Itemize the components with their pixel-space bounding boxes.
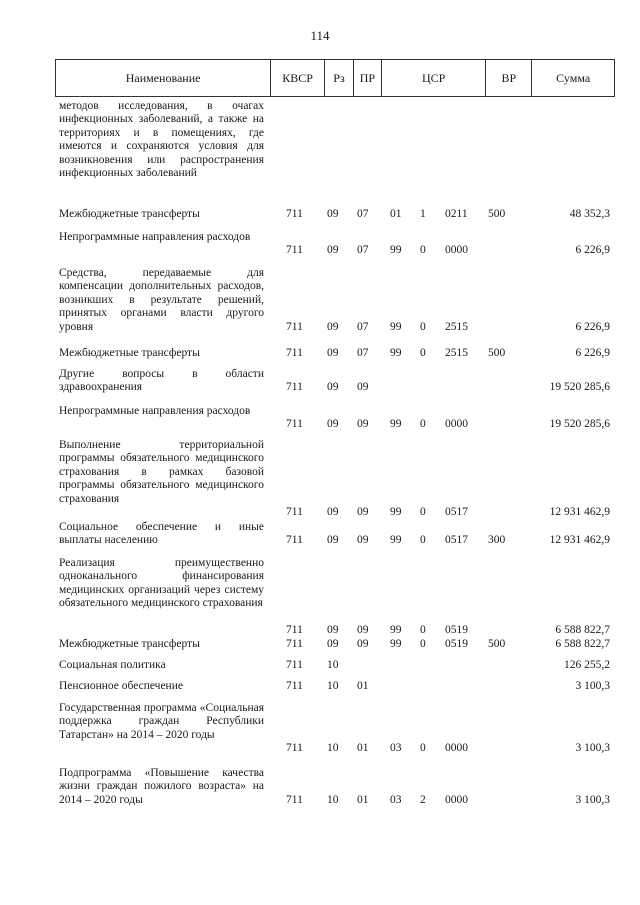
row-p1: 99 — [390, 418, 402, 431]
row-p1: 01 — [390, 208, 402, 220]
row-name: Государственная программа «Социальная поддержка граждан Республики Татарстан» на 2014 – 2020 годы — [59, 702, 264, 741]
row-pr: 01 — [357, 742, 369, 755]
row-p3: 0519 — [445, 638, 468, 650]
row-name: методов исследования, в очагах инфекционных заболеваний, а также на территориях и в помещениях, где имеются и сохраняются условия для возникновения или распространения инфекционных заболеваний — [59, 100, 264, 180]
row-vr: 500 — [488, 638, 506, 650]
row-kvsr: 711 — [286, 506, 303, 518]
row-pr: 07 — [357, 208, 369, 220]
header-name: Наименование — [56, 60, 271, 96]
header-sum: Сумма — [556, 70, 591, 85]
row-rz: 09 — [327, 638, 339, 650]
row-p1: 99 — [390, 347, 402, 359]
row-p1: 99 — [390, 534, 402, 547]
row-p2: 0 — [420, 418, 426, 431]
row-p2: 0 — [420, 320, 426, 333]
row-kvsr: 711 — [286, 381, 303, 394]
row-p1: 99 — [390, 320, 402, 333]
row-vr: 500 — [488, 347, 506, 359]
row-rz: 09 — [327, 244, 339, 257]
row-pr: 09 — [357, 381, 369, 394]
row-sum: 126 255,2 — [564, 659, 610, 671]
row-p2: 0 — [420, 638, 426, 650]
row-name: Межбюджетные трансферты — [59, 347, 200, 359]
row-name: Средства, передаваемые для компенсации дополнительных расходов, возникших в результате решений, принятых органами власти другого уровня — [59, 267, 264, 333]
row-rz: 10 — [327, 793, 339, 806]
row-kvsr: 711 — [286, 680, 303, 692]
header-rz: Рз — [325, 60, 354, 96]
row-name: Подпрограмма «Повышение качества жизни граждан пожилого возраста» на 2014 – 2020 годы — [59, 767, 264, 806]
row-rz: 09 — [327, 320, 339, 333]
row-sum: 6 226,9 — [575, 244, 610, 257]
row-p3: 2515 — [445, 347, 468, 359]
row-name: Социальная политика — [59, 659, 166, 671]
row-p3: 0211 — [445, 208, 468, 220]
row-sum: 3 100,3 — [575, 742, 610, 755]
page-number: 114 — [310, 28, 330, 43]
row-p2: 0 — [420, 534, 426, 547]
row-sum: 12 931 462,9 — [549, 506, 610, 518]
row-name: Непрограммные направления расходов — [59, 405, 251, 417]
row-p3: 0000 — [445, 418, 468, 431]
row-rz: 10 — [327, 742, 339, 755]
row-kvsr: 711 — [286, 793, 303, 806]
row-rz: 09 — [327, 506, 339, 518]
header-kvsr: КВСР — [271, 60, 325, 96]
row-p3: 0000 — [445, 244, 468, 257]
row-kvsr: 711 — [286, 659, 303, 671]
row-name: Межбюджетные трансферты — [59, 638, 200, 650]
row-p3: 0000 — [445, 742, 468, 755]
row-kvsr: 711 — [286, 208, 303, 220]
row-sum: 6 588 822,7 — [555, 624, 610, 636]
row-p1: 99 — [390, 244, 402, 257]
row-p3: 2515 — [445, 320, 468, 333]
row-rz: 09 — [327, 534, 339, 547]
row-rz: 10 — [327, 659, 339, 671]
row-rz: 10 — [327, 680, 339, 692]
row-kvsr: 711 — [286, 418, 303, 431]
row-p2: 0 — [420, 624, 426, 636]
row-p1: 99 — [390, 638, 402, 650]
row-sum: 3 100,3 — [575, 680, 610, 692]
row-kvsr: 711 — [286, 534, 303, 547]
row-rz: 09 — [327, 418, 339, 431]
row-rz: 09 — [327, 208, 339, 220]
row-sum: 19 520 285,6 — [549, 381, 610, 394]
row-p1: 03 — [390, 742, 402, 755]
row-pr: 09 — [357, 624, 369, 636]
row-p3: 0000 — [445, 793, 468, 806]
row-p1: 99 — [390, 506, 402, 518]
row-vr: 500 — [488, 208, 506, 220]
row-name: Социальное обеспечение и иные выплаты населению — [59, 521, 264, 547]
row-p2: 2 — [420, 793, 426, 806]
row-kvsr: 711 — [286, 638, 303, 650]
row-p3: 0517 — [445, 506, 468, 518]
row-pr: 07 — [357, 244, 369, 257]
row-p2: 0 — [420, 506, 426, 518]
row-kvsr: 711 — [286, 742, 303, 755]
row-name: Пенсионное обеспечение — [59, 680, 183, 692]
row-p3: 0517 — [445, 534, 468, 547]
row-sum: 12 931 462,9 — [549, 534, 610, 547]
row-sum: 48 352,3 — [569, 208, 610, 220]
row-pr: 09 — [357, 506, 369, 518]
row-sum: 6 588 822,7 — [555, 638, 610, 650]
row-sum: 6 226,9 — [575, 347, 610, 359]
row-kvsr: 711 — [286, 320, 303, 333]
header-csr: ЦСР — [382, 60, 487, 96]
row-kvsr: 711 — [286, 347, 303, 359]
row-pr: 09 — [357, 534, 369, 547]
row-sum: 3 100,3 — [575, 793, 610, 806]
row-kvsr: 711 — [286, 624, 303, 636]
row-rz: 09 — [327, 624, 339, 636]
row-p2: 0 — [420, 244, 426, 257]
row-rz: 09 — [327, 347, 339, 359]
row-name: Непрограммные направления расходов — [59, 231, 251, 243]
row-pr: 01 — [357, 680, 369, 692]
row-pr: 01 — [357, 793, 369, 806]
row-name: Выполнение территориальной программы обязательного медицинского страхования в рамках базовой программы обязательного медицинского страхования — [59, 439, 264, 505]
row-sum: 6 226,9 — [575, 320, 610, 333]
row-rz: 09 — [327, 381, 339, 394]
header-pr: ПР — [354, 60, 382, 96]
header-vr: ВР — [486, 60, 532, 96]
row-p1: 99 — [390, 624, 402, 636]
row-p1: 03 — [390, 793, 402, 806]
row-name: Межбюджетные трансферты — [59, 208, 200, 220]
row-p3: 0519 — [445, 624, 468, 636]
row-pr: 09 — [357, 418, 369, 431]
row-pr: 07 — [357, 320, 369, 333]
row-kvsr: 711 — [286, 244, 303, 257]
row-pr: 07 — [357, 347, 369, 359]
row-name: Реализация преимущественно одноканального финансирования медицинских организаций через систему обязательного медицинского страхования — [59, 557, 264, 610]
row-sum: 19 520 285,6 — [549, 418, 610, 431]
row-p2: 0 — [420, 742, 426, 755]
row-p2: 0 — [420, 347, 426, 359]
row-vr: 300 — [488, 534, 506, 547]
row-name: Другие вопросы в области здравоохранения — [59, 368, 264, 394]
row-p2: 1 — [420, 208, 426, 220]
row-pr: 09 — [357, 638, 369, 650]
